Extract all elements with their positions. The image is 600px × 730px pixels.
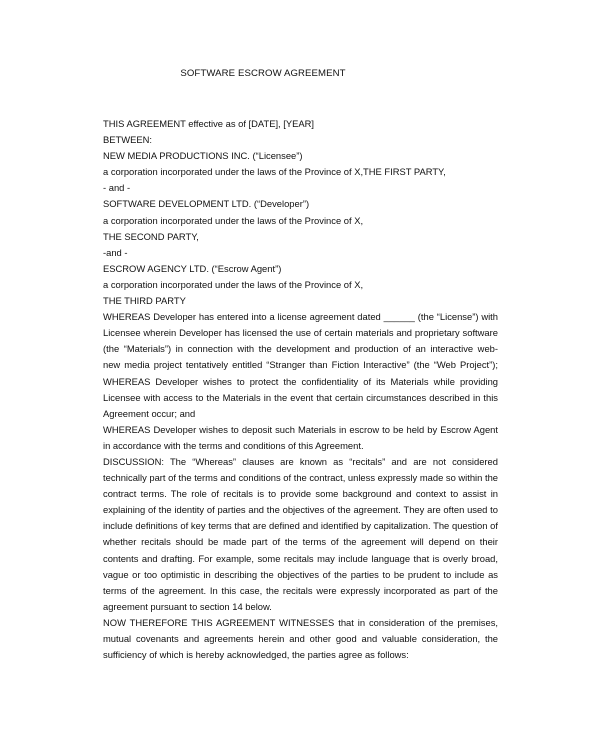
document-line: WHEREAS Developer wishes to protect the confidentiality of its Materials while providing [103,375,498,387]
document-line: whether recitals should be made part of the terms of the agreement will depend on their [103,536,498,548]
document-line: THIS AGREEMENT effective as of [DATE], [YEAR] [103,118,314,129]
document-line: THE SECOND PARTY, [103,230,199,242]
document-line: vague or too optimistic in describing the objectives of the parties to be prudent to include as [103,568,498,580]
document-line: SOFTWARE DEVELOPMENT LTD. (“Developer”) [103,198,310,210]
document-line: terms of the agreement. In this case, the recitals were expressly incorporated as part of the [103,584,498,596]
document-line: Licensee wherein Developer has licensed the use of certain materials and proprietary software [103,327,498,339]
document-line: new media project tentatively entitled “Stranger than Fiction Interactive” (the “Web Project”); [103,359,498,371]
document-line: contents and drafting. For example, some recitals may include language that is overly broad, [103,552,498,564]
document-title: SOFTWARE ESCROW AGREEMENT [180,68,346,79]
document-line: -and - [103,246,128,258]
document-line: THE THIRD PARTY [103,295,186,307]
document-line: WHEREAS Developer wishes to deposit such Materials in escrow to be held by Escrow Agent [103,423,498,435]
document-line: include definitions of key terms that are defined and identified by capitalization. The question of [103,520,498,532]
document-line: agreement pursuant to section 14 below. [103,600,272,612]
document-line: WHEREAS Developer has entered into a license agreement dated ______ (the “License”) with [103,311,498,323]
document-line: explaining of the identity of parties and the objectives of the agreement. They are often used to [103,504,498,516]
document-line: - and - [103,182,131,194]
document-line: NEW MEDIA PRODUCTIONS INC. (“Licensee”) [103,150,303,162]
document-line: contract terms. The role of recitals is to provide some background and context to assist in [103,488,498,500]
document-line: mutual covenants and agreements herein and other good and valuable consideration, the [103,633,498,644]
document-line: (the “Materials”) in connection with the development and production of an interactive web- [103,343,498,355]
document-line: Agreement occur; and [103,407,196,419]
document-line: technically part of the terms and conditions of the contract, unless expressly made so within the [103,472,498,484]
document-line: NOW THEREFORE THIS AGREEMENT WITNESSES that in consideration of the premises, [103,616,498,628]
document-line: DISCUSSION: The “Whereas” clauses are known as “recitals” and are not considered [103,455,498,467]
document-line: Licensee with access to the Materials in the event that certain circumstances described in this [103,391,498,403]
document-line: a corporation incorporated under the laws of the Province of X,THE FIRST PARTY, [103,166,446,178]
document-line: in accordance with the terms and conditions of this Agreement. [103,439,364,451]
document-line: a corporation incorporated under the laws of the Province of X, [103,278,364,290]
document-body [103,116,498,663]
document-line: ESCROW AGENCY LTD. (“Escrow Agent”) [103,262,282,274]
document-line: sufficiency of which is hereby acknowledged, the parties agree as follows: [103,649,409,661]
document-line: BETWEEN: [103,134,152,146]
document-line: a corporation incorporated under the laws of the Province of X, [103,214,364,226]
